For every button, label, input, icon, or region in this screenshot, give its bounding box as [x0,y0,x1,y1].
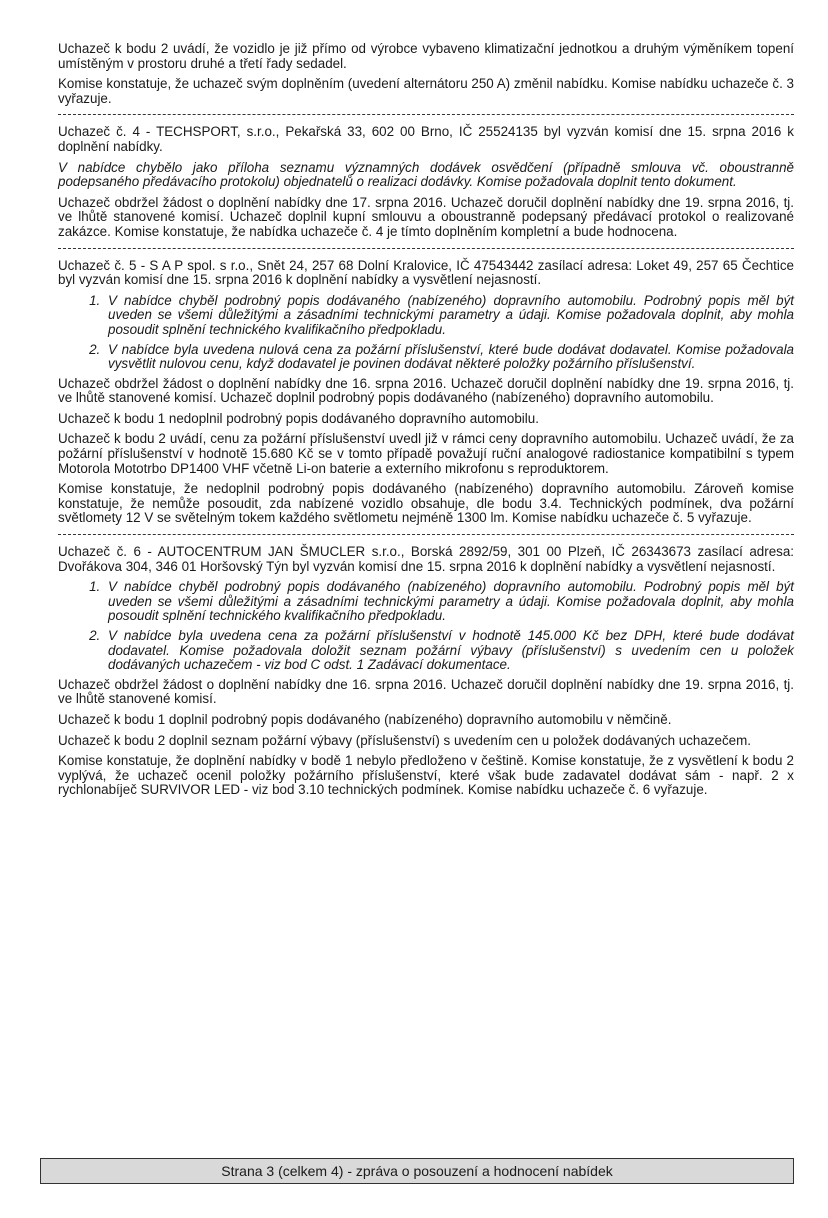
paragraph-uchazec5-result: Uchazeč obdržel žádost o doplnění nabídky dne 16. srpna 2016. Uchazeč doručil doplnění nabídky dne 19. srpna 2016, tj. ve lhůtě stanovené komisí. Uchazeč doplnil podrobný popis dodávaného (nabízeného) dopravního automobilu. [58,375,794,406]
uchazec6-request-list [58,580,794,673]
paragraph-uchazec5-conclusion: Komise konstatuje, že nedoplnil podrobný popis dodávaného (nabízeného) dopravního automobilu. Zároveň komise konstatuje, že nemůže posoudit, zda nabízené vozidlo obsahuje, dle bodu 3.4. Technických podmínek, dva požární světlomety 12 V se světelným tokem každého světlometu nejméně 1300 lm. Komise nabídku uchazeče č. 5 vyřazuje. [58,481,794,526]
list-item: 2. V nabídce byla uvedena cena za požární příslušenství v hodnotě 145.000 Kč bez DPH, které bude dodávat dodavatel. Komise požadovala doložit seznam požární výbavy (příslušenství) s uvedením cen u položek dodávaných uchazečem - viz bod C odst. 1 Zadávací dokumentace. [104,629,794,673]
document-body [58,42,794,804]
section-separator [58,248,794,249]
paragraph-uchazec4-request: V nabídce chybělo jako příloha seznamu významných dodávek osvědčení (případně smlouva vč. oboustranně podepsaného předávacího protokolu) objednatelů o realizaci dodávky. Komise požadovala doplnit tento dokument. [58,159,794,190]
paragraph-uchazec6-bod1: Uchazeč k bodu 1 doplnil podrobný popis dodávaného (nabízeného) dopravního automobilu v němčině. [58,711,672,727]
page-footer: Strana 3 (celkem 4) - zpráva o posouzení a hodnocení nabídek [40,1158,794,1184]
paragraph-uchazec3-bod2: Uchazeč k bodu 2 uvádí, že vozidlo je již přímo od výrobce vybaveno klimatizační jednotkou a druhým výměníkem topení umístěným v prostoru druhé a třetí řady sedadel. [58,41,794,71]
paragraph-uchazec6-bod2: Uchazeč k bodu 2 doplnil seznam požární výbavy (příslušenství) s uvedením cen u položek dodávaných uchazečem. [58,732,751,748]
list-item: 2. V nabídce byla uvedena nulová cena za požární příslušenství, které bude dodávat dodavatel. Komise požadovala vysvětlit nulovou cenu, když dodavatel je povinen dodávat některé položky požárního příslušenství. [104,343,794,372]
section-separator [58,114,794,115]
paragraph-uchazec6-intro: Uchazeč č. 6 - AUTOCENTRUM JAN ŠMUCLER s.r.o., Borská 2892/59, 301 00 Plzeň, IČ 26343673 zasílací adresa: Dvořákova 304, 346 01 Horšovský Týn byl vyzván komisí dne 15. srpna 2016 k doplnění nabídky a vysvětlení nejasností. [58,544,794,574]
paragraph-uchazec5-bod2: Uchazeč k bodu 2 uvádí, cenu za požární příslušenství uvedl již v rámci ceny dopravního automobilu. Uchazeč uvádí, že za požární příslušenství v hodnotě 15.680 Kč se v tomto případě považují ruční analogové radiostanice kompatibilní s typem Motorola Mototrbo DP1400 VHF včetně Li-on baterie a externího mikrofonu s reproduktorem. [58,431,794,476]
paragraph-uchazec6-result: Uchazeč obdržel žádost o doplnění nabídky dne 16. srpna 2016. Uchazeč doručil doplnění nabídky dne 19. srpna 2016, tj. ve lhůtě stanovené komisí. [58,676,794,707]
uchazec5-request-list [58,294,794,372]
paragraph-uchazec4-result: Uchazeč obdržel žádost o doplnění nabídky dne 17. srpna 2016. Uchazeč doručil doplnění nabídky dne 19. srpna 2016, tj. ve lhůtě stanovené komisí. Uchazeč doplnil kupní smlouvu a oboustranně podepsaný předávací protokol o realizované zakázce. Komise konstatuje, že nabídka uchazeče č. 4 je tímto doplněním kompletní a bude hodnocena. [58,194,794,239]
list-item: 1. V nabídce chyběl podrobný popis dodávaného (nabízeného) dopravního automobilu. Podrobný popis měl být uveden se všemi důležitými a zásadními technickými parametry a údaji. Komise požadovala doplnit, aby mohla posoudit splnění technického kvalifikačního předpokladu. [104,294,794,338]
paragraph-uchazec4-intro: Uchazeč č. 4 - TECHSPORT, s.r.o., Pekařská 33, 602 00 Brno, IČ 25524135 byl vyzván komisí dne 15. srpna 2016 k doplnění nabídky. [58,124,794,154]
paragraph-uchazec3-conclusion: Komise konstatuje, že uchazeč svým doplněním (uvedení alternátoru 250 A) změnil nabídku. Komise nabídku uchazeče č. 3 vyřazuje. [58,76,794,106]
paragraph-uchazec5-intro: Uchazeč č. 5 - S A P spol. s r.o., Snět 24, 257 68 Dolní Kralovice, IČ 47543442 zasílací adresa: Loket 49, 257 65 Čechtice byl vyzván komisí dne 15. srpna 2016 k doplnění nabídky a vysvětlení nejasností. [58,257,794,288]
paragraph-uchazec6-conclusion: Komise konstatuje, že doplnění nabídky v bodě 1 nebylo předloženo v češtině. Komise konstatuje, že z vysvětlení k bodu 2 vyplývá, že uchazeč ocenil položky požárního příslušenství, které však bude zadavatel dodávat sám - např. 2 x rychlonabíječ SURVIVOR LED - viz bod 3.10 technických podmínek. Komise nabídku uchazeče č. 6 vyřazuje. [58,753,794,798]
section-separator [58,534,794,535]
paragraph-uchazec5-bod1: Uchazeč k bodu 1 nedoplnil podrobný popis dodávaného dopravního automobilu. [58,410,539,426]
list-item: 1. V nabídce chyběl podrobný popis dodávaného (nabízeného) dopravního automobilu. Podrobný popis měl být uveden se všemi důležitými a zásadními technickými parametry a údaji. Komise požadovala doplnit, aby mohla posoudit splnění technického kvalifikačního předpokladu. [104,580,794,624]
